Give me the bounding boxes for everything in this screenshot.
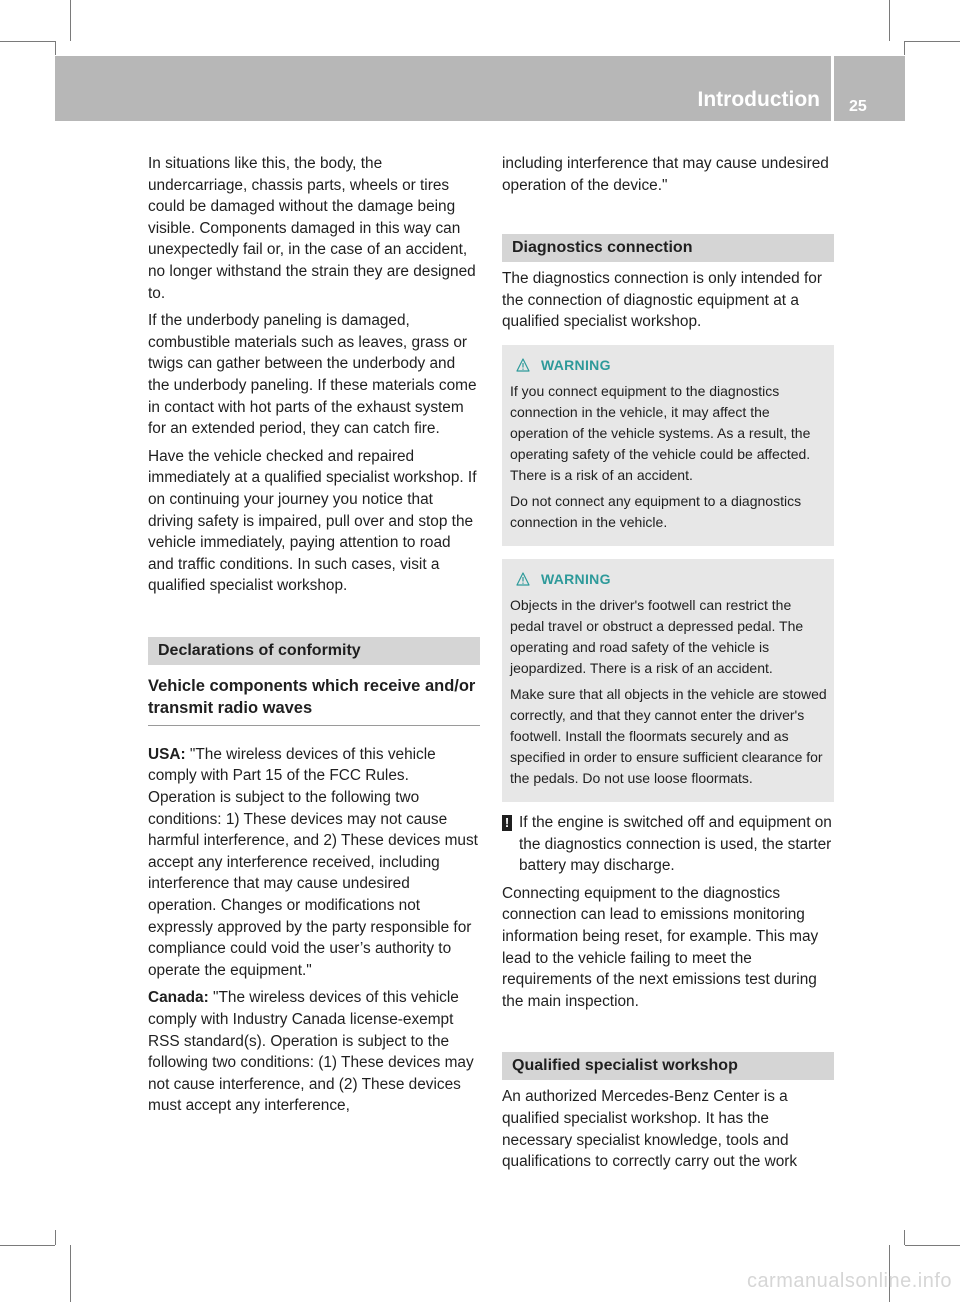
paragraph: including interference that may cause undesired operation of the device." <box>502 155 829 194</box>
canada-label: Canada: <box>148 989 209 1007</box>
warning-box <box>502 345 834 546</box>
crop-mark <box>904 41 905 55</box>
canada-declaration <box>148 987 480 1117</box>
warning-title <box>510 569 828 590</box>
warning-title <box>510 355 828 376</box>
exclamation-icon: ! <box>502 815 512 831</box>
warning-triangle-icon <box>516 358 530 372</box>
usa-label: USA: <box>148 745 186 763</box>
warning-text: If you connect equipment to the diagnostics connection in the vehicle, it may affect the operation of the vehicle systems. As a result, the operating safety of the vehicle could be affected. There is a risk of an accident. <box>510 382 811 483</box>
crop-mark <box>905 41 960 42</box>
left-column <box>148 153 480 1123</box>
paragraph: In situations like this, the body, the undercarriage, chassis parts, wheels or tires could be damaged without the damage being visible. Components damaged in this way can unexpectedly fail or, in the case of an accident, no longer withstand the strain they are designed to. <box>148 155 476 302</box>
paragraph: If the underbody paneling is damaged, combustible materials such as leaves, grass or twigs can gather between the underbody and the underbody paneling. If these materials come in contact with hot parts of the exhaust system for an extended period, they can catch fire. <box>148 312 477 438</box>
canada-text: "The wireless devices of this vehicle comply with Industry Canada license-exempt RSS standard(s). Operation is subject to the following two conditions: (1) These devices may not cause interference, and (2) These devices must accept any interference, <box>148 989 474 1115</box>
warning-text: Make sure that all objects in the vehicle are stowed correctly, and that they cannot enter the driver's footwell. Install the floormats securely and as specified in order to ensure sufficient clearance for the pedals. Do not use loose floormats. <box>510 685 827 786</box>
header-divider <box>831 56 834 121</box>
right-column <box>502 153 834 1179</box>
emissions-paragraph: Connecting equipment to the diagnostics connection can lead to emissions monitoring information being reset, for example. This may lead to the vehicle failing to meet the requirements of the next emissions test during the main inspection. <box>502 884 819 1010</box>
note-text: If the engine is switched off and equipment on the diagnostics connection is used, the starter battery may discharge. <box>519 813 832 875</box>
section-heading-declarations: Declarations of conformity <box>148 637 480 665</box>
warning-box <box>502 559 834 802</box>
crop-mark <box>889 0 890 41</box>
page-number: 25 <box>849 98 867 115</box>
crop-mark <box>55 41 56 55</box>
usa-declaration <box>148 744 480 982</box>
paragraph: Have the vehicle checked and repaired immediately at a qualified specialist workshop. If on continuing your journey you notice that driving safety is impaired, pull over and stop the vehicle immediately, paying attention to road and traffic conditions. In such cases, visit a qualified specialist workshop. <box>148 447 477 595</box>
note <box>502 812 834 883</box>
subheading-radio-components: Vehicle components which receive and/or transmit radio waves <box>148 675 480 726</box>
usa-text: "The wireless devices of this vehicle comply with Part 15 of the FCC Rules. Operation is subject to the following two conditions: 1) These devices may not cause harmful interference, and 2) These devices must accept any interference received, including interference that may cause undesired operation. Changes or modifications not expressly approved by the party responsible for compliance could void the user’s authority to operate the equipment." <box>148 745 478 979</box>
crop-mark <box>904 1230 905 1245</box>
workshop-text: An authorized Mercedes-Benz Center is a qualified specialist workshop. It has the necessary specialist knowledge, tools and qualifications to correctly carry out the work <box>502 1088 798 1171</box>
warning-label: WARNING <box>541 356 611 373</box>
chapter-title: Introduction <box>697 88 820 111</box>
diagnostics-intro: The diagnostics connection is only intended for the connection of diagnostic equipment at a qualified specialist workshop. <box>502 270 822 331</box>
crop-mark <box>905 1245 960 1246</box>
warning-triangle-icon <box>516 572 530 586</box>
watermark: carmanualsonline.info <box>746 1270 952 1292</box>
warning-label: WARNING <box>541 570 611 587</box>
section-heading-diagnostics: Diagnostics connection <box>502 234 834 262</box>
crop-mark <box>0 41 55 42</box>
warning-text: Objects in the driver's footwell can restrict the pedal travel or obstruct a depressed pedal. The operating and road safety of the vehicle is jeopardized. There is a risk of an accident. <box>510 596 804 676</box>
crop-mark <box>0 1245 55 1246</box>
warning-text: Do not connect any equipment to a diagnostics connection in the vehicle. <box>510 492 802 530</box>
section-heading-workshop: Qualified specialist workshop <box>502 1052 834 1080</box>
crop-mark <box>70 1245 71 1302</box>
crop-mark <box>70 0 71 41</box>
crop-mark <box>55 1230 56 1245</box>
